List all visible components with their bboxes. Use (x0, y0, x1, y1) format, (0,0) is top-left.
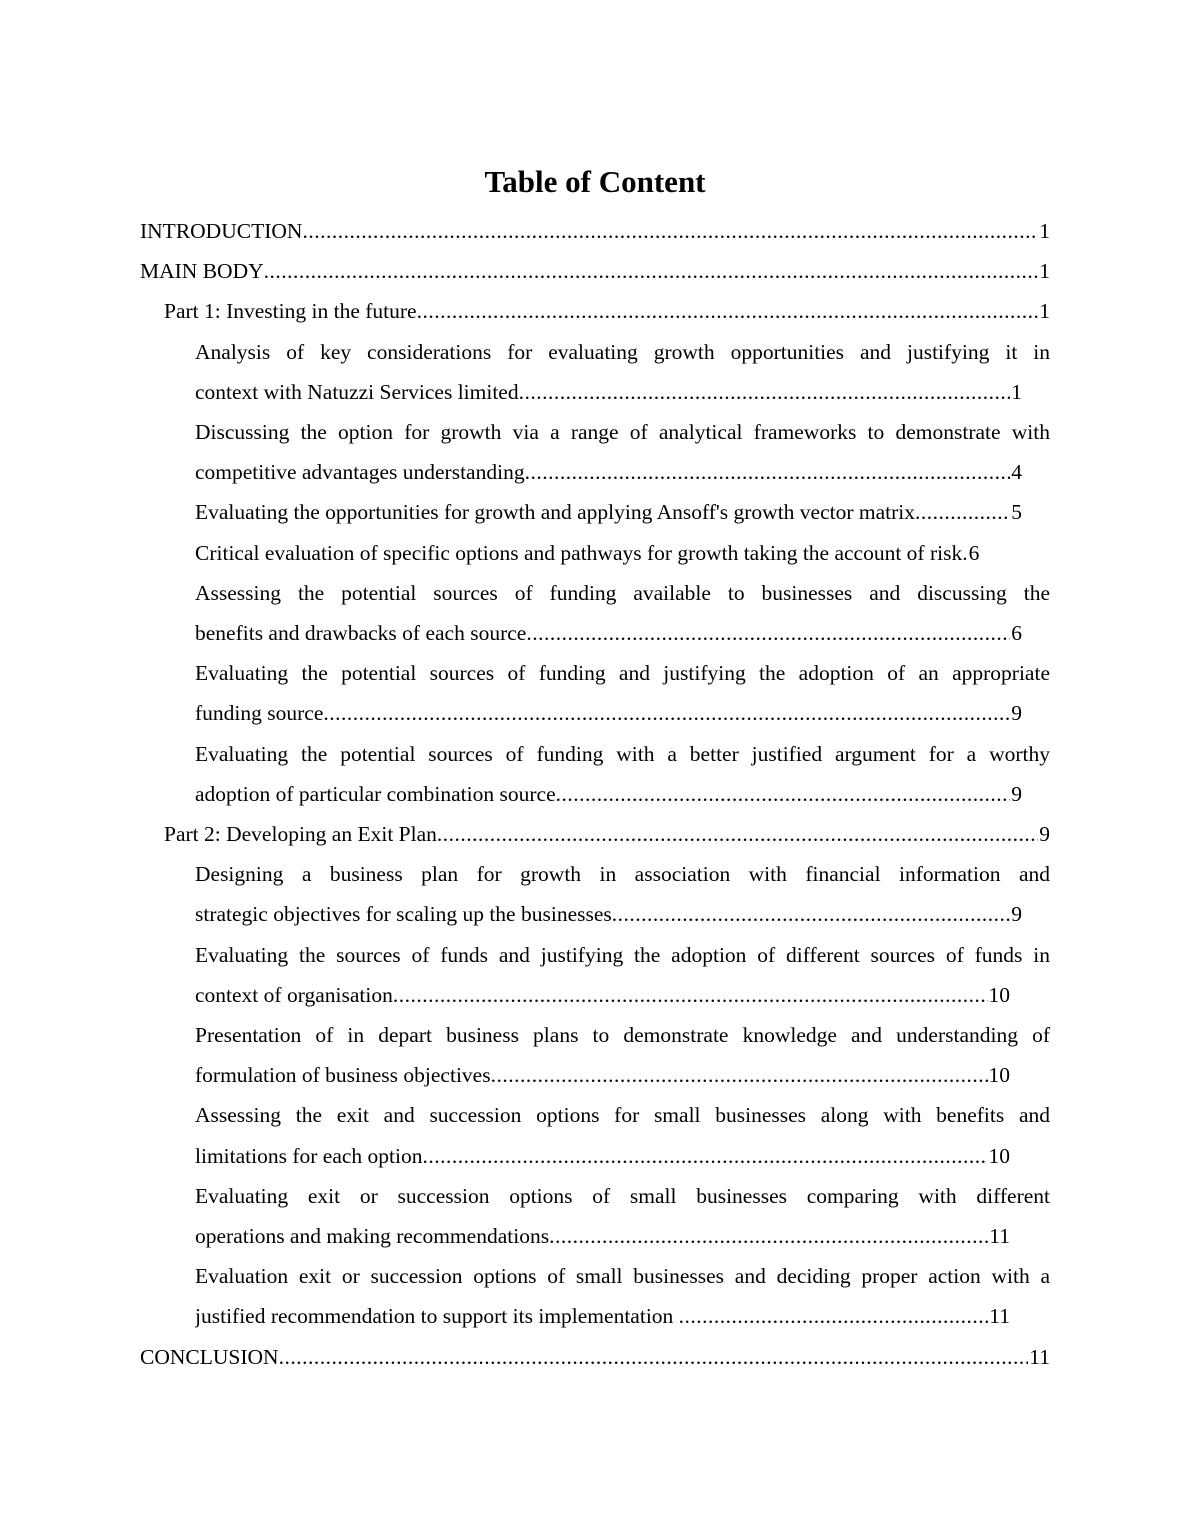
toc-entry-text-line: Analysis of key considerations for evaluating growth opportunities and justifying it in (195, 339, 1050, 364)
toc-page-number: 1 (1039, 259, 1050, 284)
toc-entry-text: Part 1: Investing in the future (164, 299, 417, 324)
toc-entry-text: adoption of particular combination source (195, 781, 556, 806)
dot-leader (264, 251, 1039, 291)
dot-leader (302, 211, 1038, 251)
toc-entry-text: competitive advantages understanding (195, 460, 525, 485)
toc-entry-text: INTRODUCTION (140, 219, 303, 243)
toc-page-number: 10 (988, 1143, 1010, 1168)
toc-page-number: 9 (1039, 822, 1050, 847)
toc-entry-key-considerations[interactable] (0, 332, 1190, 412)
toc-entry-text-line: Evaluating the potential sources of funding and justifying the adoption of an appropriate (195, 661, 1050, 686)
dot-leader (915, 492, 1010, 532)
toc-entry-text: operations and making recommendations (195, 1224, 550, 1249)
dot-leader (525, 452, 1011, 492)
toc-entry-ansoff-matrix[interactable] (0, 492, 1190, 532)
dot-leader (423, 1136, 988, 1176)
toc-entry-text: limitations for each option (195, 1143, 423, 1168)
toc-entry-appropriate-funding[interactable] (0, 653, 1190, 733)
toc-page-number: 11 (989, 1224, 1010, 1249)
toc-entry-main-body[interactable] (0, 251, 1190, 291)
toc-page-number: 11 (989, 1304, 1010, 1329)
toc-page-number: 9 (1011, 781, 1022, 806)
dot-leader (279, 1337, 1029, 1377)
toc-entry-text-line: Presentation of in depart business plans to demonstrate knowledge and understanding of (195, 1023, 1050, 1048)
toc-entry-part1[interactable] (0, 291, 1190, 331)
dot-leader (417, 291, 1039, 331)
toc-entry-text: Evaluating the opportunities for growth and applying Ansoff's growth vector matrix (195, 500, 916, 525)
dot-leader (323, 693, 1010, 733)
toc-entry-text-line: Designing a business plan for growth in association with financial information and (195, 862, 1050, 887)
toc-entry-analytical-frameworks[interactable] (0, 412, 1190, 492)
toc-entry-text-line: Assessing the exit and succession options for small businesses along with benefits and (195, 1103, 1050, 1128)
toc-entry-text-line: Evaluating the sources of funds and justifying the adoption of different sources of funds in (195, 942, 1050, 967)
toc-entry-text-line: Evaluating the potential sources of funding with a better justified argument for a worthy (195, 741, 1050, 766)
dot-leader (679, 1296, 989, 1336)
toc-page-number: 9 (1011, 701, 1022, 726)
toc-entry-part2[interactable] (0, 814, 1190, 854)
toc-page-number: 9 (1011, 902, 1022, 927)
toc-page-number: 6 (1011, 621, 1022, 646)
toc-entry-text: MAIN BODY (140, 259, 264, 284)
toc-entry-critical-evaluation[interactable] (0, 533, 1190, 573)
toc-entry-exit-implementation[interactable] (0, 1256, 1190, 1336)
toc-entry-combination-source[interactable] (0, 734, 1190, 814)
dot-leader (526, 613, 1010, 653)
toc-page-number: 10 (988, 982, 1010, 1007)
toc-entry-exit-recommendations[interactable] (0, 1176, 1190, 1256)
toc-page-number: 1 (1039, 299, 1050, 324)
toc-entry-conclusion[interactable] (0, 1337, 1190, 1377)
toc-entry-business-objectives[interactable] (0, 1015, 1190, 1095)
dot-leader (437, 814, 1038, 854)
toc-entry-text: CONCLUSION (140, 1344, 279, 1369)
dot-leader (556, 774, 1011, 814)
toc-entry-text: formulation of business objectives (195, 1063, 491, 1088)
toc-page-number: 5 (1011, 500, 1022, 525)
table-of-contents (0, 211, 1190, 1377)
toc-entry-text: context of organisation (195, 982, 393, 1007)
dot-leader (519, 372, 1011, 412)
toc-page-number: 1 (1011, 379, 1022, 404)
toc-page-number: 11 (1029, 1344, 1050, 1369)
dot-leader (549, 1216, 988, 1256)
toc-entry-text-line: Assessing the potential sources of funding available to businesses and discussing the (195, 580, 1050, 605)
toc-entry-sources-of-funds[interactable] (0, 935, 1190, 1015)
toc-entry-text: strategic objectives for scaling up the businesses (195, 902, 612, 927)
toc-entry-text-line: Evaluation exit or succession options of small businesses and deciding proper action with a (195, 1264, 1050, 1289)
toc-page-number: 1 (1039, 219, 1050, 243)
toc-entry-text: Critical evaluation of specific options and pathways for growth taking the account of risk. (195, 540, 968, 565)
page-title: Table of Content (484, 164, 706, 199)
toc-entry-text: Part 2: Developing an Exit Plan (164, 822, 437, 847)
toc-entry-text: benefits and drawbacks of each source (195, 621, 527, 646)
toc-entry-text: funding source (195, 701, 324, 726)
toc-entry-business-plan[interactable] (0, 854, 1190, 934)
toc-entry-text-line: Evaluating exit or succession options of small businesses comparing with different (195, 1183, 1050, 1208)
toc-entry-text: justified recommendation to support its implementation (195, 1304, 679, 1329)
toc-page-number: 6 (968, 540, 980, 565)
toc-page-number: 4 (1011, 460, 1022, 485)
toc-entry-introduction[interactable] (0, 211, 1190, 251)
toc-entry-text-line: Discussing the option for growth via a range of analytical frameworks to demonstrate with (195, 420, 1050, 445)
toc-entry-funding-sources[interactable] (0, 573, 1190, 653)
dot-leader (612, 894, 1010, 934)
toc-entry-text: context with Natuzzi Services limited (195, 379, 519, 404)
toc-entry-exit-succession[interactable] (0, 1095, 1190, 1175)
toc-page-number: 10 (988, 1063, 1010, 1088)
dot-leader (393, 975, 988, 1015)
dot-leader (491, 1055, 988, 1095)
